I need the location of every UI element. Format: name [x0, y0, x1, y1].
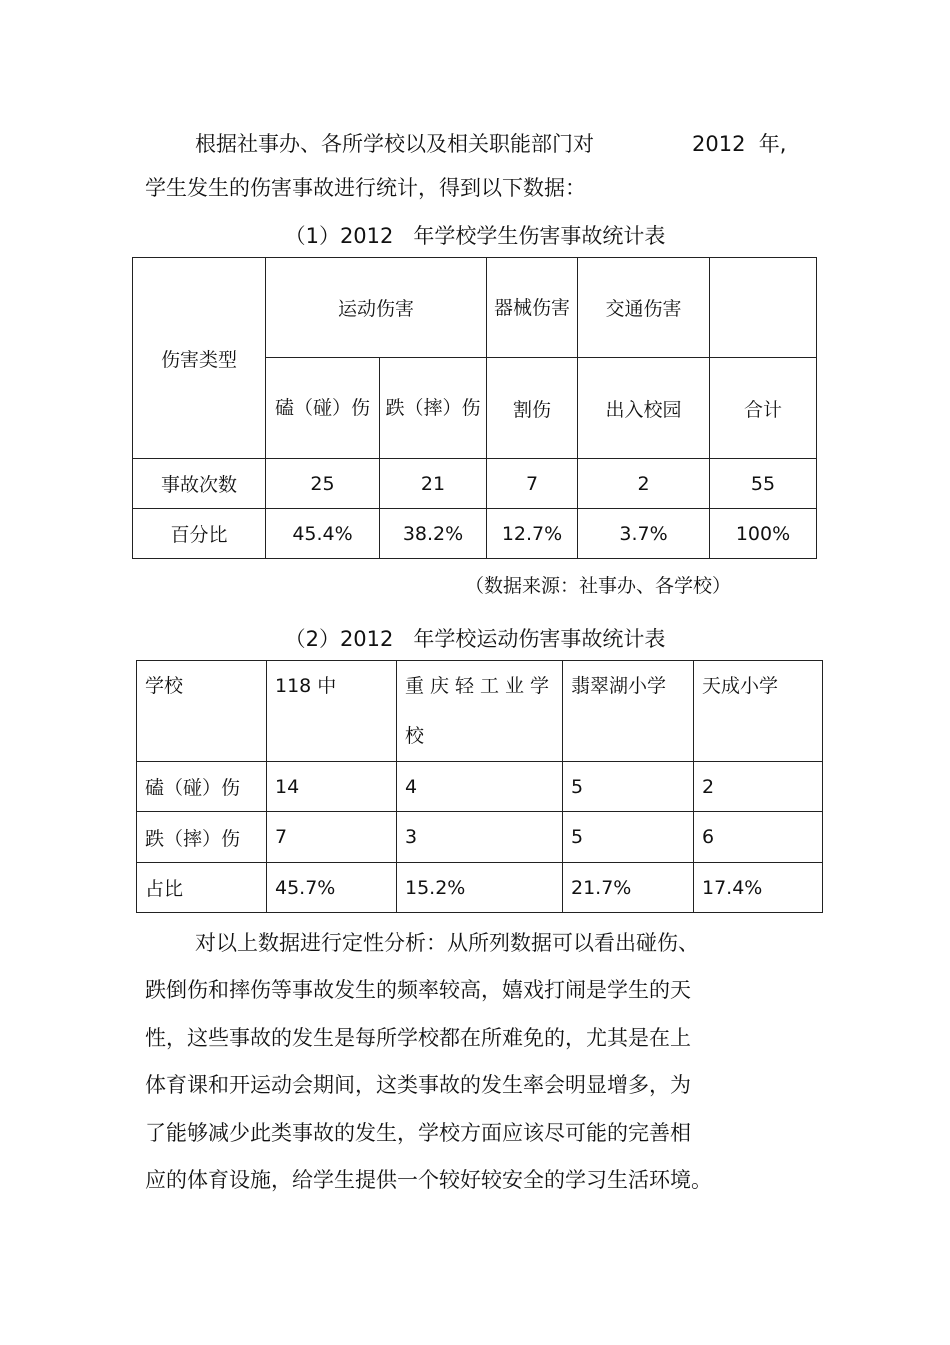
table-cell: 17.4% — [694, 863, 823, 913]
group-sport-injury: 运动伤害 — [266, 258, 487, 358]
table-cell: 5 — [563, 762, 694, 812]
table-cell: 25 — [266, 459, 380, 509]
table-cell: 3.7% — [578, 509, 710, 559]
intro-line-1a: 根据社事办、各所学校以及相关职能部门对 — [195, 132, 594, 156]
header-school-tiancheng: 天成小学 — [694, 661, 823, 762]
analysis-line: 跌倒伤和摔伤等事故发生的频率较高，嬉戏打闹是学生的天 — [145, 978, 691, 1002]
table-row — [137, 762, 823, 812]
header-school: 学校 — [137, 661, 267, 762]
table-cell: 21 — [380, 459, 487, 509]
table-cell: 21.7% — [563, 863, 694, 913]
sub-total: 合计 — [710, 358, 817, 459]
analysis-line: 性，这些事故的发生是每所学校都在所难免的，尤其是在上 — [145, 1026, 691, 1050]
intro-line-2: 学生发生的伤害事故进行统计，得到以下数据： — [145, 176, 586, 200]
table-cell: 45.7% — [267, 863, 397, 913]
analysis-line: 应的体育设施，给学生提供一个较好较安全的学习生活环境。 — [145, 1168, 712, 1192]
header-school-118: 118 中 — [267, 661, 397, 762]
table-cell: 15.2% — [397, 863, 563, 913]
table-cell: 3 — [397, 812, 563, 863]
row-label: 磕（碰）伤 — [137, 762, 267, 812]
table-cell: 7 — [487, 459, 578, 509]
header-school-feicuihu: 翡翠湖小学 — [563, 661, 694, 762]
sub-bump-injury: 磕（碰）伤 — [266, 358, 380, 459]
row-label: 百分比 — [133, 509, 266, 559]
analysis-line: 对以上数据进行定性分析：从所列数据可以看出碰伤、 — [195, 931, 699, 955]
header-school-light-industry: 重庆轻工业学校 — [397, 661, 563, 762]
table2-caption: （2）2012 年学校运动伤害事故统计表 — [284, 627, 666, 651]
injury-type-table — [132, 257, 817, 559]
table-cell: 12.7% — [487, 509, 578, 559]
group-equipment-injury: 器械伤害 — [487, 258, 578, 358]
sub-campus-entry: 出入校园 — [578, 358, 710, 459]
analysis-line: 了能够减少此类事故的发生，学校方面应该尽可能的完善相 — [145, 1121, 691, 1145]
table-cell: 5 — [563, 812, 694, 863]
table-cell: 100% — [710, 509, 817, 559]
table1-caption: （1）2012 年学校学生伤害事故统计表 — [284, 224, 666, 248]
row-label: 跌（摔）伤 — [137, 812, 267, 863]
data-source-note: （数据来源：社事办、各学校） — [465, 575, 732, 597]
table-row — [133, 509, 817, 559]
table-cell: 14 — [267, 762, 397, 812]
table-cell: 45.4% — [266, 509, 380, 559]
table-row — [137, 863, 823, 913]
table-cell: 6 — [694, 812, 823, 863]
row-label: 占比 — [137, 863, 267, 913]
table-cell: 38.2% — [380, 509, 487, 559]
sub-fall-injury: 跌（摔）伤 — [380, 358, 487, 459]
analysis-line: 体育课和开运动会期间，这类事故的发生率会明显增多，为 — [145, 1073, 691, 1097]
table-cell: 2 — [694, 762, 823, 812]
table-cell: 2 — [578, 459, 710, 509]
table-row — [133, 459, 817, 509]
row-header-injury-type: 伤害类型 — [133, 258, 266, 459]
table-cell: 7 — [267, 812, 397, 863]
row-label: 事故次数 — [133, 459, 266, 509]
table-cell: 55 — [710, 459, 817, 509]
empty-cell — [710, 258, 817, 358]
group-traffic-injury: 交通伤害 — [578, 258, 710, 358]
table-cell: 4 — [397, 762, 563, 812]
school-sport-injury-table — [136, 660, 823, 913]
sub-cut-injury: 割伤 — [487, 358, 578, 459]
table-row — [137, 812, 823, 863]
intro-line-1b: 2012 年, — [692, 132, 787, 156]
